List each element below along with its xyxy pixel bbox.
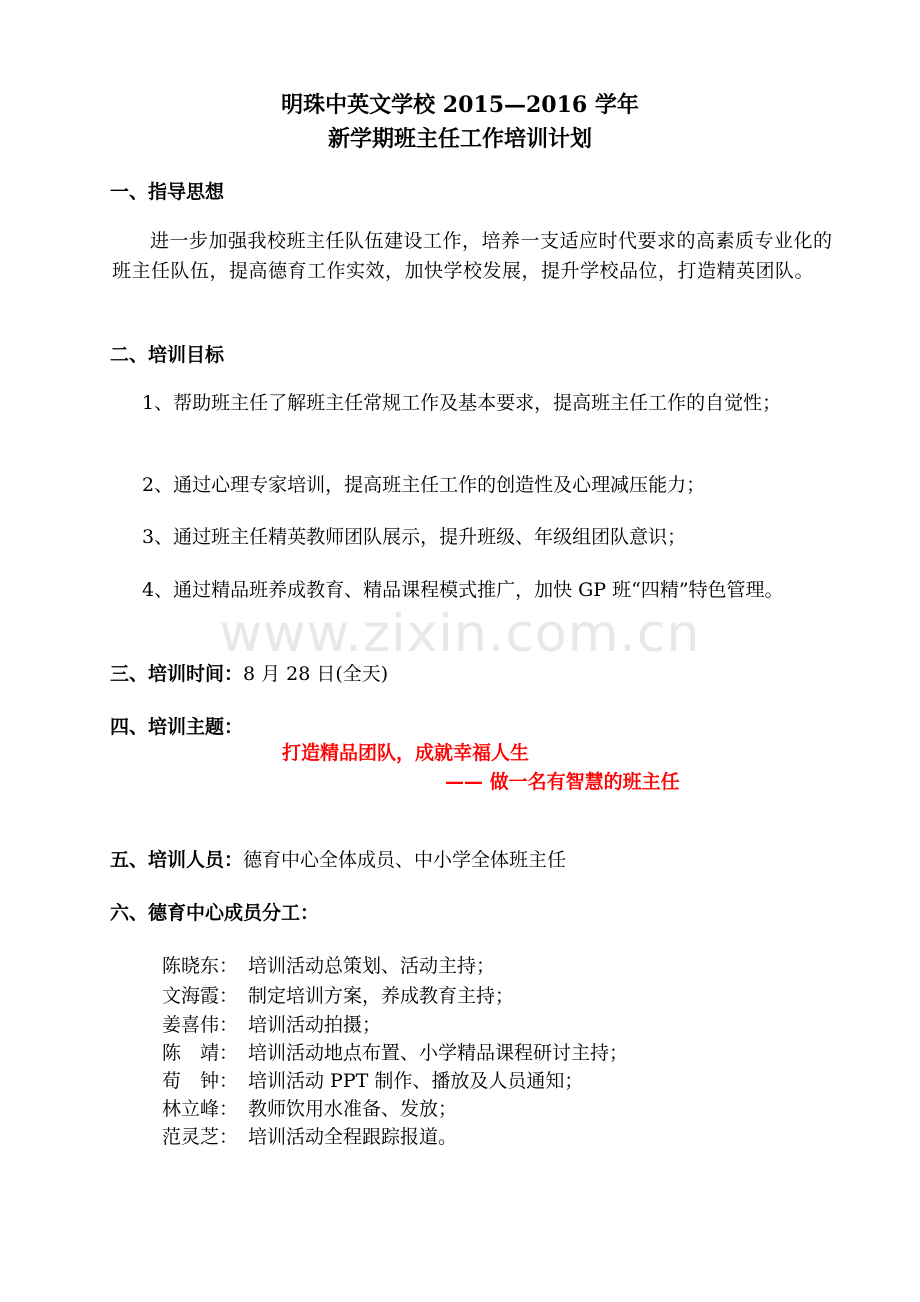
section-heading-time: 三、培训时间： [110,663,244,685]
member-duty: 培训活动拍摄； [248,1014,382,1036]
member-name: 范灵芝： [162,1126,239,1148]
member-duty: 培训活动全程跟踪报道。 [248,1126,458,1148]
section-heading-guiding-idea: 一、指导思想 [110,181,225,203]
member-duty: 教师饮用水准备、发放； [248,1098,458,1120]
member-row [162,981,514,1008]
member-name: 姜喜伟： [162,1014,239,1036]
member-name: 陈 靖： [162,1042,239,1064]
member-row [162,1038,628,1065]
goal-item: 1、帮助班主任了解班主任常规工作及基本要求，提高班主任工作的自觉性； [142,392,782,414]
member-duty: 培训活动地点布置、小学精品课程研讨主持； [248,1042,629,1064]
member-row [162,1066,583,1093]
member-name: 荀 钟： [162,1070,239,1092]
section-heading-theme: 四、培训主题： [110,716,244,738]
training-theme: 打造精品团队，成就幸福人生 [282,742,530,764]
goal-item: 3、通过班主任精英教师团队展示，提升班级、年级组团队意识； [142,526,687,548]
member-row [162,1122,457,1149]
training-time-row [110,659,388,686]
section-paragraph-guiding-idea: 进一步加强我校班主任队伍建设工作，培养一支适应时代要求的高素质专业化的班主任队伍，提高德育工作实效，加快学校发展，提升学校品位，打造精英团队。 [112,230,833,282]
section-heading-goals: 二、培训目标 [110,344,225,366]
member-row [162,951,495,978]
training-time-value: 8 月 28 日(全天) [243,663,389,685]
member-name: 文海霞： [162,985,239,1007]
member-duty: 培训活动总策划、活动主持； [248,955,496,977]
section-heading-division: 六、德育中心成员分工： [110,902,320,924]
member-row [162,1094,457,1121]
training-participants-row [110,845,566,872]
section-heading-participants: 五、培训人员： [110,849,244,871]
watermark: www.zixin.com.cn [219,604,701,664]
training-participants-value: 德育中心全体成员、中小学全体班主任 [243,849,567,871]
member-name: 陈晓东： [162,955,239,977]
member-row [162,1010,381,1037]
member-name: 林立峰： [162,1098,239,1120]
training-theme-subline: —— 做一名有智慧的班主任 [445,771,680,793]
document-title: 明珠中英文学校 2015—2016 学年 [281,92,639,118]
member-duty: 培训活动 PPT 制作、播放及人员通知； [248,1070,584,1092]
goal-item: 4、通过精品班养成教育、精品课程模式推广，加快 GP 班“四精”特色管理。 [142,579,784,601]
goal-item: 2、通过心理专家培训，提高班主任工作的创造性及心理减压能力； [142,474,706,496]
document-subtitle: 新学期班主任工作培训计划 [327,126,592,152]
member-duty: 制定培训方案，养成教育主持； [248,985,515,1007]
